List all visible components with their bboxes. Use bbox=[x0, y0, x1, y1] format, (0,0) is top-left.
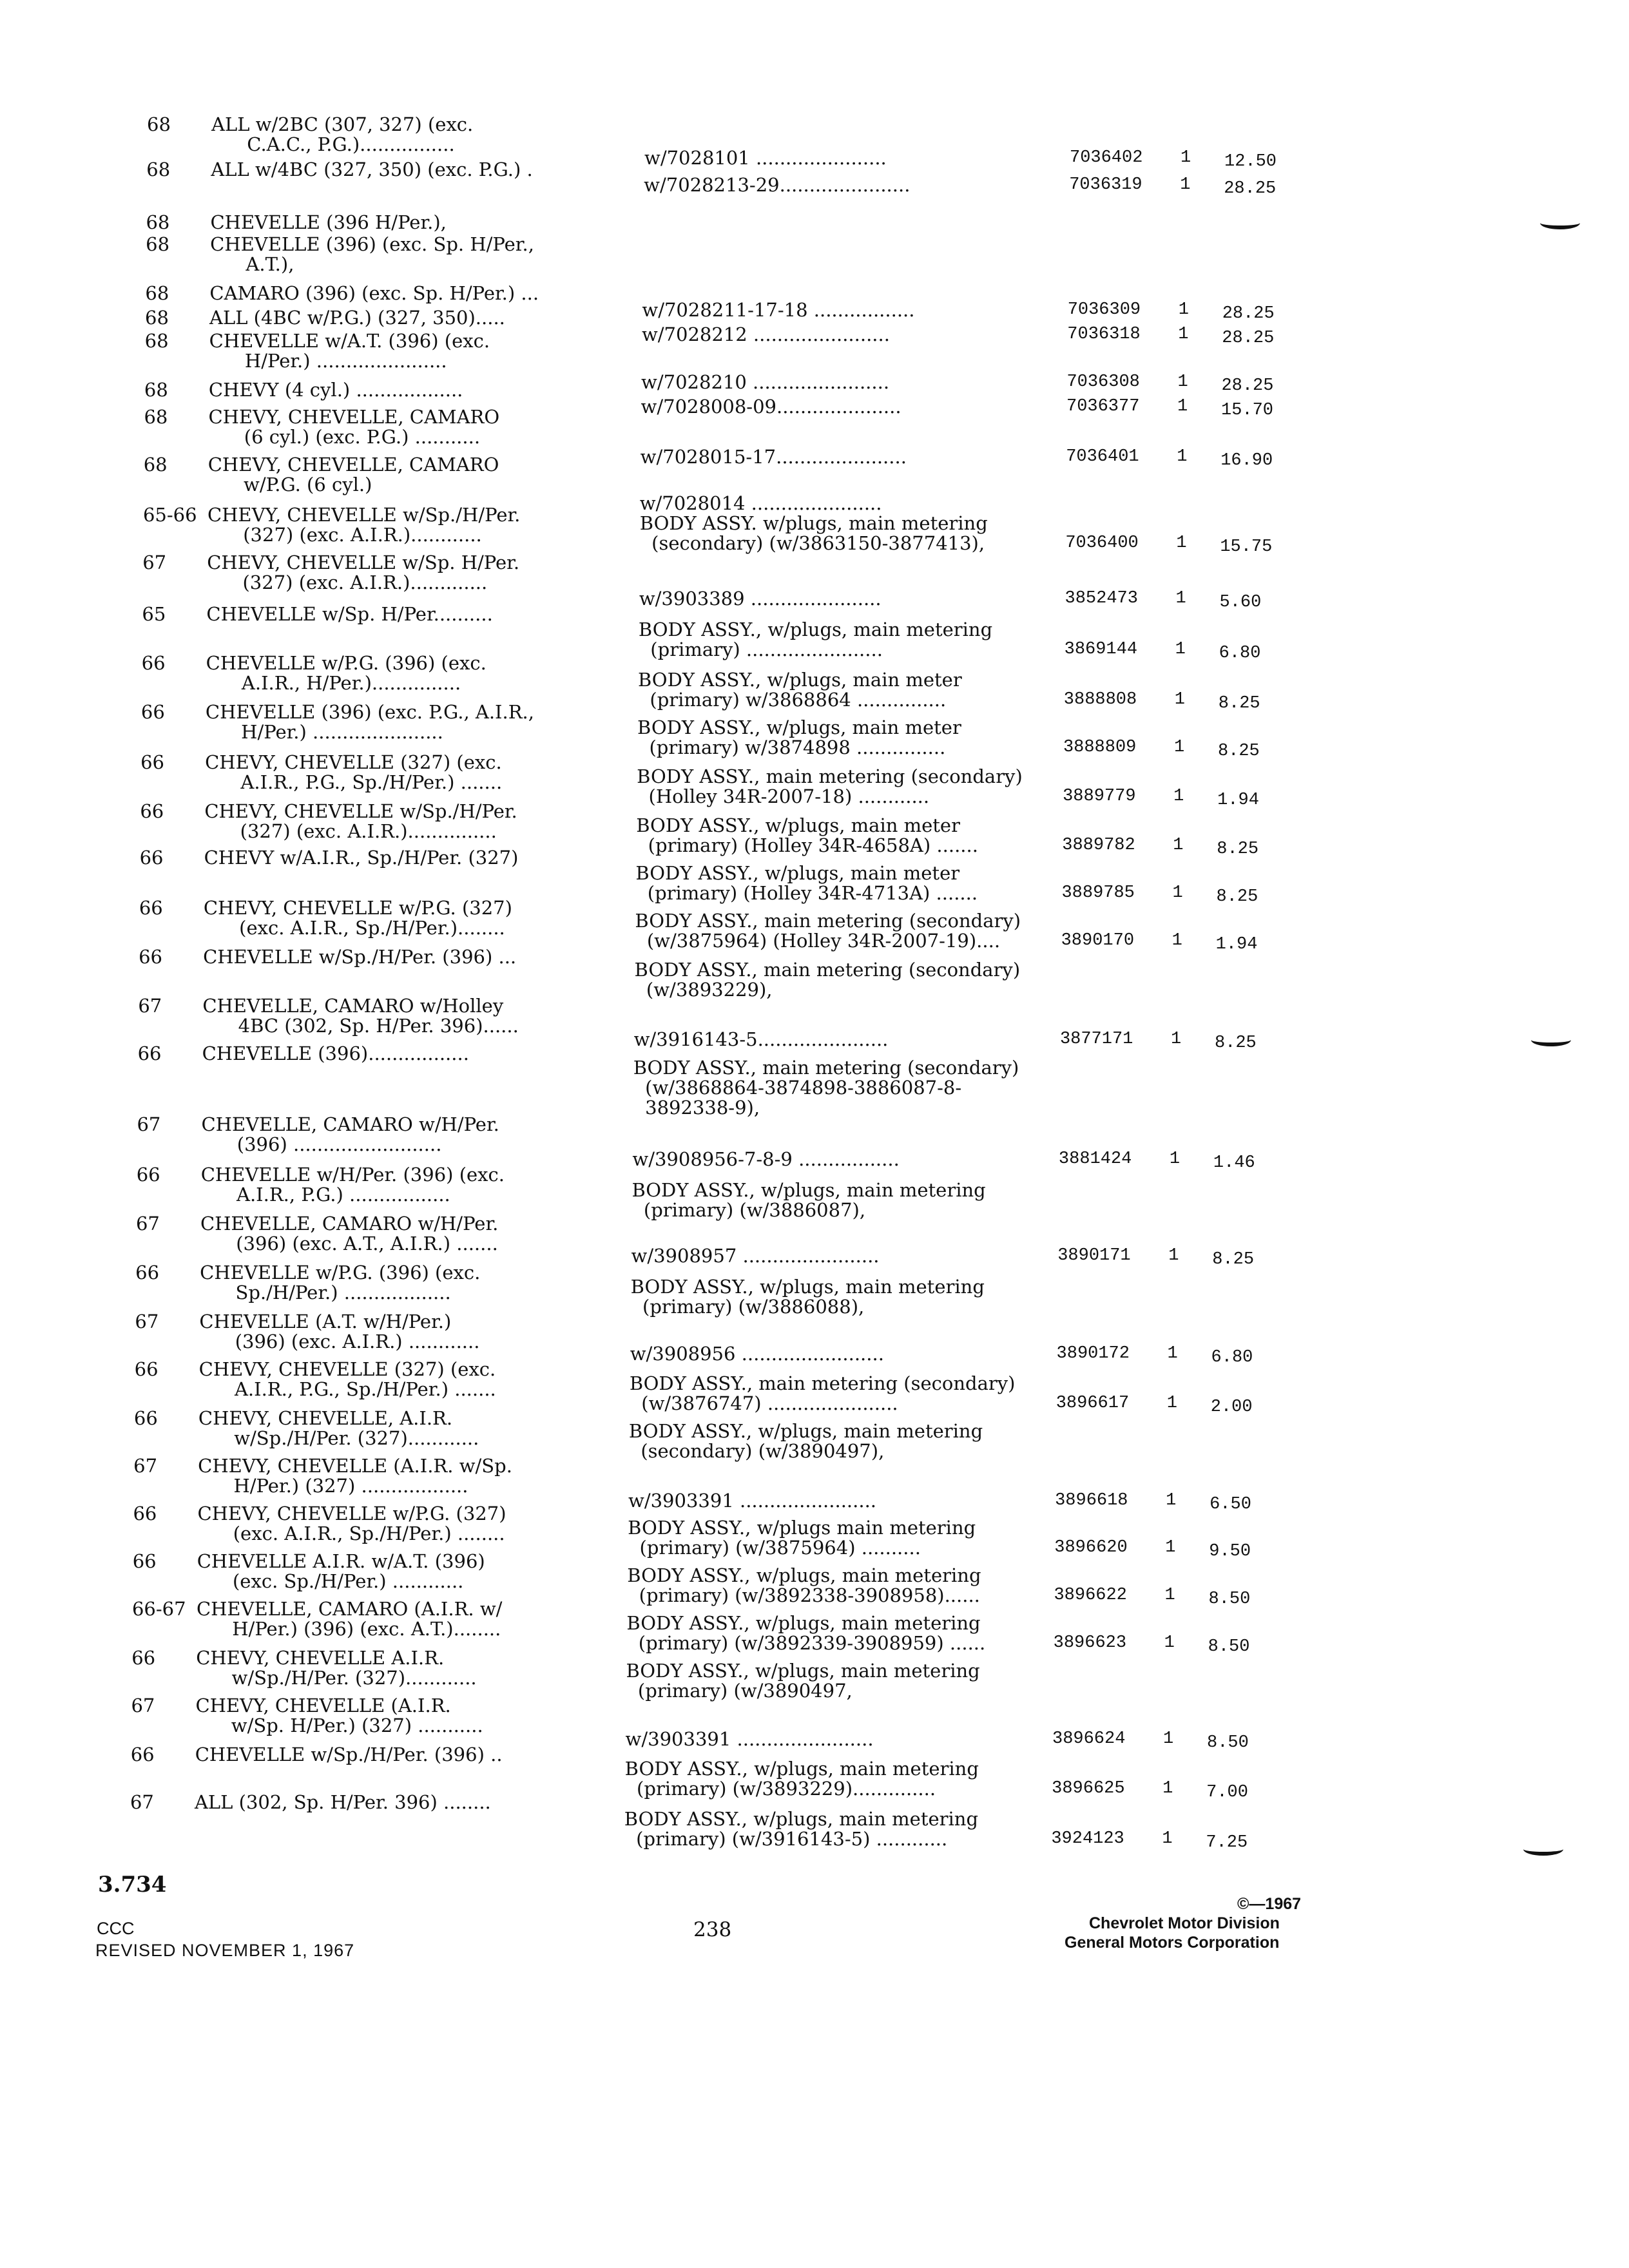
model-year: 67 bbox=[130, 1791, 154, 1813]
application: CHEVELLE w/Sp./H/Per. (396) .. bbox=[195, 1744, 503, 1765]
part-description: BODY ASSY., w/plugs, main metering (primary) (w/3893229).............. bbox=[624, 1758, 979, 1800]
list-price: 6.80 bbox=[1219, 644, 1261, 663]
application: CHEVELLE w/H/Per. (396) (exc. A.I.R., P.G.) ................. bbox=[200, 1164, 505, 1206]
model-year: 66 bbox=[132, 1550, 157, 1572]
part-description: BODY ASSY., main metering (secondary) (w/3876747) ...................... bbox=[629, 1372, 1016, 1414]
division-name: Chevrolet Motor Division bbox=[1089, 1914, 1280, 1932]
quantity: 1 bbox=[1171, 931, 1182, 950]
application: CHEVELLE w/Sp./H/Per. (396) ... bbox=[203, 946, 517, 968]
part-number: 3852473 bbox=[1065, 589, 1138, 608]
model-year: 66 bbox=[136, 1164, 160, 1186]
model-year: 67 bbox=[138, 995, 162, 1017]
list-price: 12.50 bbox=[1224, 152, 1277, 171]
part-description: BODY ASSY., main metering (secondary) (w/3875964) (Holley 34R-2007-19).... bbox=[635, 910, 1021, 952]
application: CHEVY, CHEVELLE w/Sp./H/Per. (327) (exc. A.I.R.)............... bbox=[204, 800, 517, 842]
quantity: 1 bbox=[1173, 836, 1184, 855]
application: CHEVELLE, CAMARO w/H/Per. (396) ......................... bbox=[201, 1113, 499, 1155]
application: CHEVY, CHEVELLE w/P.G. (327) (exc. A.I.R., Sp./H/Per.) ........ bbox=[197, 1503, 506, 1544]
model-year: 65 bbox=[142, 603, 166, 625]
part-number: 3896625 bbox=[1052, 1779, 1125, 1798]
application: CHEVELLE w/P.G. (396) (exc. A.I.R., H/Per.)............... bbox=[206, 652, 487, 694]
part-number: 7036400 bbox=[1065, 533, 1139, 553]
model-year: 68 bbox=[144, 406, 168, 428]
application: ALL (4BC w/P.G.) (327, 350)..... bbox=[209, 307, 505, 329]
list-price: 28.25 bbox=[1222, 329, 1275, 348]
application: CHEVELLE, CAMARO w/Holley 4BC (302, Sp. H/Per. 396)...... bbox=[202, 995, 519, 1037]
list-price: 8.25 bbox=[1212, 1250, 1255, 1269]
part-description: w/7028210 ....................... bbox=[641, 371, 890, 393]
application: CHEVY, CHEVELLE, A.I.R. w/Sp./H/Per. (327)............ bbox=[198, 1407, 479, 1449]
application: ALL w/4BC (327, 350) (exc. P.G.) . bbox=[211, 159, 533, 180]
application: CHEVY, CHEVELLE w/P.G. (327) (exc. A.I.R., Sp./H/Per.)........ bbox=[203, 897, 512, 939]
part-description: w/3908956 ........................ bbox=[630, 1343, 884, 1365]
model-year: 68 bbox=[147, 113, 171, 135]
part-number: 7036401 bbox=[1066, 447, 1139, 466]
model-year: 68 bbox=[144, 330, 169, 352]
list-price: 15.70 bbox=[1221, 401, 1274, 420]
quantity: 1 bbox=[1170, 1030, 1182, 1049]
binder-tab-mark bbox=[1531, 1033, 1571, 1046]
quantity: 1 bbox=[1174, 690, 1185, 709]
application: CHEVY, CHEVELLE (A.I.R. w/Sp. H/Per.) (327) ........... bbox=[195, 1695, 483, 1736]
part-number: 7036318 bbox=[1067, 325, 1141, 344]
list-price: 8.25 bbox=[1214, 1033, 1257, 1053]
binder-tab-mark bbox=[1540, 216, 1580, 229]
model-year: 66 bbox=[140, 800, 164, 822]
part-number: 3896624 bbox=[1052, 1729, 1126, 1749]
quantity: 1 bbox=[1162, 1829, 1173, 1849]
part-description: BODY ASSY., main metering (secondary) (Holley 34R-2007-18) ............ bbox=[637, 765, 1023, 807]
part-number: 3889782 bbox=[1062, 836, 1135, 855]
part-description: w/3908957 ....................... bbox=[631, 1245, 880, 1267]
model-year: 67 bbox=[137, 1113, 161, 1135]
application: CHEVY, CHEVELLE, CAMARO (6 cyl.) (exc. P.G.) ........... bbox=[208, 406, 500, 448]
application: CHEVY (4 cyl.) .................. bbox=[208, 379, 463, 401]
list-price: 8.25 bbox=[1218, 694, 1260, 713]
application: CHEVELLE, CAMARO w/H/Per. (396) (exc. A.T., A.I.R.) ....... bbox=[200, 1213, 499, 1254]
application: CHEVELLE (396)................. bbox=[202, 1043, 469, 1064]
part-description: BODY ASSY., w/plugs, main metering (primary) (w/3916143-5) ............ bbox=[624, 1808, 979, 1850]
model-year: 66 bbox=[140, 751, 164, 773]
model-year: 66 bbox=[133, 1407, 158, 1429]
part-description: w/3916143-5...................... bbox=[633, 1028, 889, 1050]
model-year: 66 bbox=[139, 946, 162, 968]
quantity: 1 bbox=[1162, 1779, 1173, 1798]
part-description: BODY ASSY., main metering (secondary) (w/3893229), bbox=[634, 959, 1021, 1001]
part-number: 3896620 bbox=[1054, 1538, 1128, 1557]
part-description: BODY ASSY., w/plugs, main meter (primary) (Holley 34R-4713A) ....... bbox=[635, 862, 978, 904]
quantity: 1 bbox=[1173, 738, 1185, 757]
list-price: 7.00 bbox=[1206, 1783, 1248, 1802]
revision-date: REVISED NOVEMBER 1, 1967 bbox=[95, 1941, 355, 1960]
quantity: 1 bbox=[1175, 640, 1186, 659]
quantity: 1 bbox=[1164, 1633, 1175, 1653]
quantity: 1 bbox=[1166, 1394, 1177, 1413]
part-number: 3896622 bbox=[1054, 1586, 1127, 1605]
part-description: BODY ASSY., w/plugs, main metering (primary) (w/3886088), bbox=[630, 1276, 985, 1318]
list-price: 2.00 bbox=[1210, 1398, 1253, 1417]
list-price: 28.25 bbox=[1224, 179, 1277, 198]
part-description: w/7028101 ...................... bbox=[644, 147, 887, 169]
model-year: 65-66 bbox=[142, 504, 197, 526]
model-year: 67 bbox=[142, 552, 167, 573]
application: CHEVY, CHEVELLE (327) (exc. A.I.R., P.G., Sp./H/Per.) ....... bbox=[205, 751, 503, 793]
application: CHEVY, CHEVELLE A.I.R. w/Sp./H/Per. (327)............ bbox=[196, 1647, 477, 1689]
list-price: 6.50 bbox=[1210, 1495, 1251, 1514]
model-year: 66 bbox=[135, 1262, 160, 1283]
part-description: w/3903389 ...................... bbox=[639, 588, 882, 610]
part-number: 3877171 bbox=[1059, 1030, 1133, 1049]
part-number: 7036377 bbox=[1066, 397, 1140, 416]
part-description: BODY ASSY., w/plugs, main metering (primary) (w/3886087), bbox=[631, 1179, 986, 1221]
application: CHEVY, CHEVELLE (327) (exc. A.I.R., P.G., Sp./H/Per.) ....... bbox=[198, 1358, 496, 1400]
application: CHEVY, CHEVELLE, CAMARO w/P.G. (6 cyl.) bbox=[207, 454, 499, 495]
list-price: 5.60 bbox=[1219, 593, 1262, 612]
list-price: 1.94 bbox=[1217, 791, 1259, 810]
application: CHEVY w/A.I.R., Sp./H/Per. (327) bbox=[204, 847, 519, 869]
application: CHEVY, CHEVELLE w/Sp. H/Per. (327) (exc. A.I.R.)............. bbox=[207, 552, 520, 593]
part-number: 3924123 bbox=[1051, 1829, 1124, 1849]
list-price: 16.90 bbox=[1220, 451, 1273, 470]
part-number: 3896618 bbox=[1055, 1491, 1128, 1510]
list-price: 7.25 bbox=[1206, 1833, 1248, 1852]
model-year: 66 bbox=[130, 1744, 155, 1765]
model-year: 66 bbox=[139, 897, 163, 919]
application: CHEVELLE w/Sp. H/Per.......... bbox=[206, 603, 493, 625]
list-price: 1.94 bbox=[1215, 935, 1258, 954]
quantity: 1 bbox=[1178, 300, 1189, 320]
part-number: 3890170 bbox=[1061, 931, 1135, 950]
model-year: 68 bbox=[145, 282, 169, 304]
model-year: 67 bbox=[135, 1311, 159, 1332]
catalog-code: CCC bbox=[97, 1919, 135, 1938]
list-price: 8.25 bbox=[1217, 742, 1260, 761]
part-description: BODY ASSY., w/plugs, main metering (primary) (w/3892339-3908959) ...... bbox=[626, 1612, 986, 1654]
quantity: 1 bbox=[1177, 397, 1188, 416]
corporation-name: General Motors Corporation bbox=[1065, 1934, 1280, 1952]
section-number: 3.734 bbox=[98, 1872, 167, 1898]
list-price: 6.80 bbox=[1211, 1348, 1253, 1367]
model-year: 66 bbox=[139, 847, 164, 869]
model-year: 67 bbox=[133, 1455, 158, 1477]
part-number: 3896623 bbox=[1053, 1633, 1127, 1653]
quantity: 1 bbox=[1178, 325, 1189, 344]
quantity: 1 bbox=[1176, 533, 1187, 553]
part-description: BODY ASSY., w/plugs, main metering (primary) (w/3892338-3908958)...... bbox=[627, 1564, 981, 1606]
application: CHEVELLE, CAMARO (A.I.R. w/ H/Per.) (396) (exc. A.T.)........ bbox=[196, 1598, 503, 1640]
part-number: 3889785 bbox=[1061, 883, 1135, 903]
page-number: 238 bbox=[693, 1918, 732, 1941]
application: ALL (302, Sp. H/Per. 396) ........ bbox=[194, 1791, 491, 1813]
model-year: 68 bbox=[145, 307, 169, 329]
quantity: 1 bbox=[1168, 1246, 1179, 1265]
quantity: 1 bbox=[1163, 1729, 1174, 1749]
quantity: 1 bbox=[1175, 589, 1186, 608]
part-number: 3890172 bbox=[1056, 1344, 1130, 1363]
quantity: 1 bbox=[1172, 883, 1183, 903]
part-description: w/7028015-17...................... bbox=[640, 446, 907, 468]
part-description: w/3908956-7-8-9 ................. bbox=[632, 1148, 900, 1170]
quantity: 1 bbox=[1164, 1586, 1175, 1605]
part-number: 7036319 bbox=[1069, 175, 1142, 195]
list-price: 8.25 bbox=[1216, 887, 1258, 907]
model-year: 66 bbox=[131, 1647, 156, 1669]
list-price: 28.25 bbox=[1221, 376, 1274, 396]
model-year: 68 bbox=[146, 159, 171, 180]
part-description: BODY ASSY., w/plugs main metering (primary) (w/3875964) .......... bbox=[628, 1517, 976, 1559]
part-number: 3881424 bbox=[1058, 1149, 1132, 1169]
part-number: 3890171 bbox=[1057, 1246, 1131, 1265]
part-number: 7036402 bbox=[1070, 148, 1143, 168]
part-description: w/7028008-09..................... bbox=[641, 396, 901, 418]
model-year: 66-67 bbox=[131, 1598, 186, 1620]
quantity: 1 bbox=[1181, 148, 1191, 168]
model-year: 67 bbox=[131, 1695, 155, 1716]
list-price: 9.50 bbox=[1209, 1542, 1251, 1561]
part-number: 3888809 bbox=[1063, 738, 1137, 757]
part-description: BODY ASSY., w/plugs, main meter (primary) (Holley 34R-4658A) ....... bbox=[636, 814, 978, 856]
model-year: 66 bbox=[134, 1358, 159, 1380]
part-description: w/7028211-17-18 ................. bbox=[642, 299, 915, 321]
part-description: w/3903391 ....................... bbox=[625, 1728, 874, 1750]
list-price: 28.25 bbox=[1222, 304, 1275, 323]
part-number: 3889779 bbox=[1063, 787, 1136, 806]
part-description: w/7028213-29...................... bbox=[644, 174, 911, 196]
copyright: ©—1967 bbox=[1237, 1895, 1302, 1913]
model-year: 68 bbox=[146, 211, 170, 233]
part-description: BODY ASSY., w/plugs, main meter (primary) w/3874898 ............... bbox=[637, 716, 961, 758]
model-year: 67 bbox=[135, 1213, 160, 1235]
application: CHEVELLE (396) (exc. Sp. H/Per., A.T.), bbox=[210, 233, 534, 275]
model-year: 66 bbox=[141, 652, 166, 674]
part-description: BODY ASSY., main metering (secondary) (w/3868864-3874898-3886087-8- 3892338-9), bbox=[633, 1057, 1019, 1119]
part-number: 3896617 bbox=[1055, 1394, 1130, 1413]
list-price: 15.75 bbox=[1220, 537, 1273, 557]
part-description: w/7028212 ....................... bbox=[641, 323, 890, 345]
model-year: 66 bbox=[133, 1503, 157, 1524]
quantity: 1 bbox=[1167, 1344, 1178, 1363]
application: CHEVELLE (A.T. w/H/Per.) (396) (exc. A.I.R.) ............ bbox=[199, 1311, 480, 1352]
model-year: 66 bbox=[140, 701, 165, 723]
application: CHEVELLE (396 H/Per.), bbox=[210, 211, 447, 233]
application: CHEVY, CHEVELLE (A.I.R. w/Sp. H/Per.) (327) .................. bbox=[198, 1455, 512, 1497]
model-year: 66 bbox=[137, 1043, 162, 1064]
application: CAMARO (396) (exc. Sp. H/Per.) ... bbox=[209, 282, 539, 304]
application: CHEVELLE A.I.R. w/A.T. (396) (exc. Sp./H/Per.) ............ bbox=[197, 1550, 485, 1592]
application: CHEVY, CHEVELLE w/Sp./H/Per. (327) (exc. A.I.R.)............ bbox=[207, 504, 521, 546]
part-number: 7036309 bbox=[1067, 300, 1141, 320]
quantity: 1 bbox=[1165, 1538, 1176, 1557]
application: CHEVELLE w/P.G. (396) (exc. Sp./H/Per.) .................. bbox=[200, 1262, 481, 1303]
quantity: 1 bbox=[1166, 1491, 1177, 1510]
application: CHEVELLE (396) (exc. P.G., A.I.R., H/Per.) ...................... bbox=[205, 701, 534, 743]
part-description: BODY ASSY., w/plugs, main metering (primary) ....................... bbox=[638, 619, 993, 660]
list-price: 8.50 bbox=[1208, 1590, 1251, 1609]
model-year: 68 bbox=[146, 233, 170, 255]
part-description: BODY ASSY., w/plugs, main meter (primary) w/3868864 ............... bbox=[637, 669, 962, 711]
part-number: 3869144 bbox=[1064, 640, 1138, 659]
quantity: 1 bbox=[1177, 372, 1188, 392]
quantity: 1 bbox=[1180, 175, 1191, 195]
list-price: 8.50 bbox=[1207, 1733, 1249, 1753]
quantity: 1 bbox=[1169, 1149, 1181, 1169]
part-description: w/7028014 ...................... BODY ASSY. w/plugs, main metering (secondary) (w/3863150-3877413), bbox=[639, 492, 988, 554]
application: CHEVELLE w/A.T. (396) (exc. H/Per.) ...................... bbox=[209, 330, 490, 372]
part-description: BODY ASSY., w/plugs, main metering (primary) (w/3890497, bbox=[626, 1660, 980, 1702]
list-price: 8.25 bbox=[1217, 840, 1259, 859]
binder-tab-mark bbox=[1523, 1843, 1563, 1856]
list-price: 8.50 bbox=[1208, 1637, 1250, 1657]
model-year: 68 bbox=[144, 379, 168, 401]
part-description: BODY ASSY., w/plugs, main metering (secondary) (w/3890497), bbox=[628, 1420, 983, 1462]
part-number: 7036308 bbox=[1066, 372, 1140, 392]
application: ALL w/2BC (307, 327) (exc. C.A.C., P.G.)................ bbox=[211, 113, 474, 155]
list-price: 1.46 bbox=[1213, 1153, 1255, 1173]
quantity: 1 bbox=[1173, 787, 1184, 806]
part-description: w/3903391 ....................... bbox=[628, 1490, 877, 1512]
quantity: 1 bbox=[1177, 447, 1188, 466]
model-year: 68 bbox=[143, 454, 168, 476]
part-number: 3888808 bbox=[1063, 690, 1137, 709]
